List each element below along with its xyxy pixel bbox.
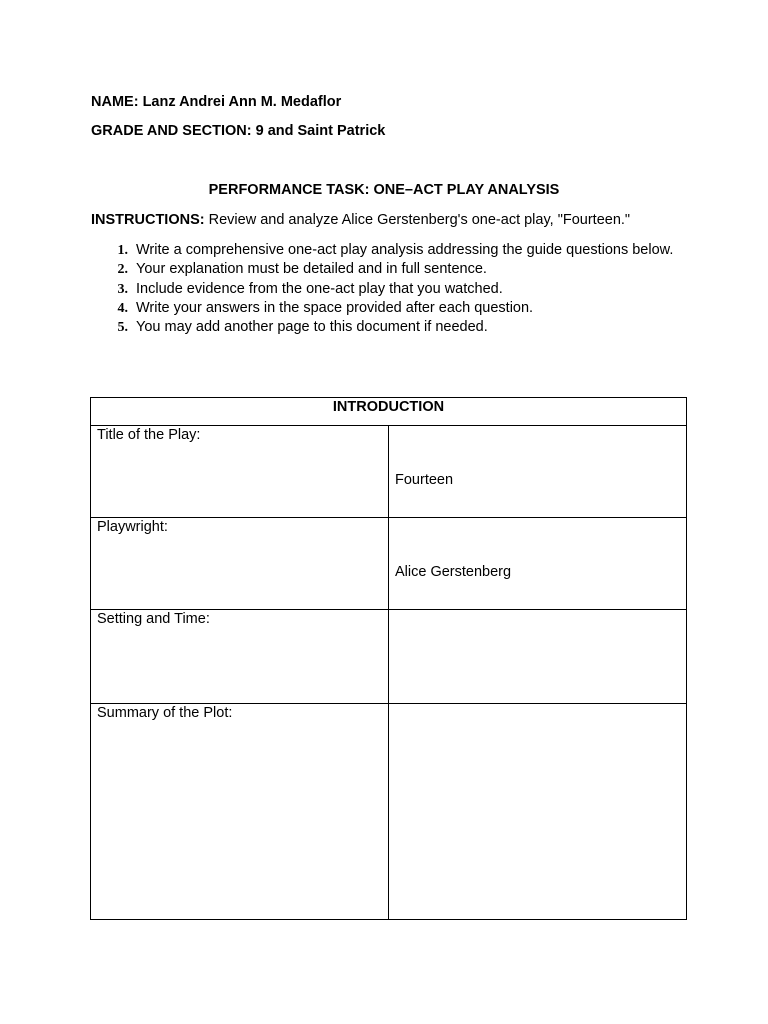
instructions-label: INSTRUCTIONS: bbox=[91, 212, 205, 228]
summary-label: Summary of the Plot: bbox=[91, 704, 389, 920]
list-item-text: Include evidence from the one-act play that you watched. bbox=[136, 280, 503, 297]
instructions-text: Review and analyze Alice Gerstenberg's one-act play, "Fourteen." bbox=[208, 212, 631, 228]
table-row bbox=[91, 704, 687, 920]
task-title: PERFORMANCE TASK: ONE–ACT PLAY ANALYSIS bbox=[208, 182, 560, 198]
summary-answer-cell[interactable] bbox=[389, 704, 687, 920]
list-item-number: 1. bbox=[117, 243, 128, 258]
grade-label: GRADE AND SECTION: bbox=[91, 123, 252, 139]
table-row bbox=[91, 610, 687, 704]
instructions-line bbox=[91, 212, 630, 228]
table-heading: INTRODUCTION bbox=[91, 398, 687, 426]
grade-value: 9 and Saint Patrick bbox=[255, 123, 386, 139]
list-item-number: 2. bbox=[117, 262, 128, 278]
list-item bbox=[91, 241, 679, 260]
setting-label: Setting and Time: bbox=[91, 610, 389, 704]
list-item-number: 5. bbox=[117, 320, 128, 336]
introduction-table bbox=[90, 397, 687, 920]
list-item-number: 3. bbox=[117, 281, 128, 297]
list-item bbox=[91, 318, 679, 337]
name-value: Lanz Andrei Ann M. Medaflor bbox=[142, 94, 342, 110]
title-label: Title of the Play: bbox=[91, 426, 389, 518]
instructions-list bbox=[91, 241, 679, 337]
list-item bbox=[91, 299, 679, 318]
list-item-text: You may add another page to this document if needed. bbox=[136, 319, 488, 336]
table-row bbox=[91, 518, 687, 610]
student-name-line bbox=[91, 94, 341, 110]
playwright-label: Playwright: bbox=[91, 518, 389, 610]
playwright-answer-cell[interactable] bbox=[389, 518, 687, 610]
title-answer-cell[interactable] bbox=[389, 426, 687, 518]
list-item-text: Your explanation must be detailed and in full sentence. bbox=[136, 261, 487, 278]
list-item-number: 4. bbox=[117, 300, 128, 316]
table-header-row bbox=[91, 398, 687, 426]
list-item-text: Write a comprehensive one-act play analysis addressing the guide questions below. bbox=[136, 242, 674, 258]
list-item bbox=[91, 280, 679, 299]
playwright-value: Alice Gerstenberg bbox=[395, 564, 512, 580]
grade-section-line bbox=[91, 123, 385, 139]
setting-answer-cell[interactable] bbox=[389, 610, 687, 704]
title-value: Fourteen bbox=[395, 472, 454, 488]
list-item bbox=[91, 260, 679, 279]
table-row bbox=[91, 426, 687, 518]
list-item-text: Write your answers in the space provided after each question. bbox=[136, 299, 534, 316]
name-label: NAME: bbox=[91, 94, 139, 110]
